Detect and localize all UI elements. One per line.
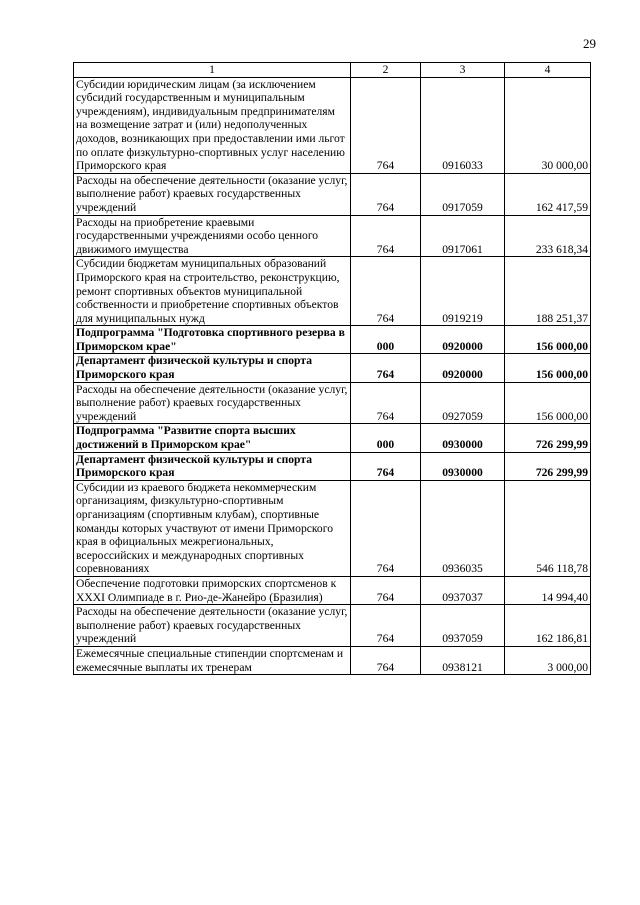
row-name-cell: Субсидии бюджетам муниципальных образований Приморского края на строительство, реконструкцию, ремонт спортивных объектов муниципальной собственности и приобретение спортивных объектов для муниципальных нужд (74, 257, 351, 326)
table-header-row (74, 63, 591, 78)
row-name-cell: Подпрограмма "Подготовка спортивного резерва в Приморском крае" (74, 326, 351, 354)
row-sum-cell: 188 251,37 (505, 257, 591, 326)
row-name-cell: Субсидии юридическим лицам (за исключением субсидий государственным и муниципальным учреждениям), индивидуальным предпринимателям на возмещение затрат и (или) недополученных доходов, возникающих при предоставлении ими льгот по оплате физкультурно-спортивных услуг населению Приморского края (74, 77, 351, 173)
row-target-code-cell: 0920000 (421, 354, 505, 382)
row-target-code-cell: 0920000 (421, 326, 505, 354)
table-row (74, 173, 591, 215)
row-code-cell: 764 (351, 173, 421, 215)
row-target-code-cell: 0927059 (421, 382, 505, 424)
table-row (74, 646, 591, 674)
row-name-cell: Субсидии из краевого бюджета некоммерческим организациям, физкультурно-спортивным организациям (спортивным клубам), спортивные команды которых участвуют от имени Приморского края в официальных межрегиональных, всероссийских и международных спортивных соревнованиях (74, 480, 351, 576)
row-code-cell: 764 (351, 257, 421, 326)
table-row (74, 424, 591, 452)
row-sum-cell: 3 000,00 (505, 646, 591, 674)
row-target-code-cell: 0937037 (421, 576, 505, 604)
table-row (74, 354, 591, 382)
row-code-cell: 764 (351, 576, 421, 604)
table-row (74, 576, 591, 604)
table-row (74, 480, 591, 576)
row-sum-cell: 162 417,59 (505, 173, 591, 215)
row-sum-cell: 233 618,34 (505, 215, 591, 257)
table-row (74, 605, 591, 647)
row-name-cell: Расходы на обеспечение деятельности (оказание услуг, выполнение работ) краевых государственных учреждений (74, 173, 351, 215)
row-sum-cell: 162 186,81 (505, 605, 591, 647)
row-target-code-cell: 0917059 (421, 173, 505, 215)
row-name-cell: Ежемесячные специальные стипендии спортсменам и ежемесячные выплаты их тренерам (74, 646, 351, 674)
header-col-3: 3 (421, 63, 505, 78)
row-name-cell: Обеспечение подготовки приморских спортсменов к XXXI Олимпиаде в г. Рио-де-Жанейро (Бразилия) (74, 576, 351, 604)
row-name-cell: Подпрограмма "Развитие спорта высших достижений в Приморском крае" (74, 424, 351, 452)
budget-table (73, 62, 591, 675)
row-code-cell: 764 (351, 480, 421, 576)
row-code-cell: 764 (351, 382, 421, 424)
row-target-code-cell: 0916033 (421, 77, 505, 173)
row-sum-cell: 14 994,40 (505, 576, 591, 604)
row-name-cell: Расходы на приобретение краевыми государственными учреждениями особо ценного движимого имущества (74, 215, 351, 257)
row-name-cell: Расходы на обеспечение деятельности (оказание услуг, выполнение работ) краевых государственных учреждений (74, 382, 351, 424)
row-code-cell: 764 (351, 77, 421, 173)
row-sum-cell: 156 000,00 (505, 354, 591, 382)
row-sum-cell: 726 299,99 (505, 424, 591, 452)
row-sum-cell: 726 299,99 (505, 452, 591, 480)
table-row (74, 257, 591, 326)
row-target-code-cell: 0938121 (421, 646, 505, 674)
row-code-cell: 000 (351, 326, 421, 354)
row-name-cell: Департамент физической культуры и спорта Приморского края (74, 354, 351, 382)
row-name-cell: Департамент физической культуры и спорта Приморского края (74, 452, 351, 480)
row-code-cell: 764 (351, 646, 421, 674)
row-sum-cell: 156 000,00 (505, 326, 591, 354)
row-target-code-cell: 0936035 (421, 480, 505, 576)
header-col-4: 4 (505, 63, 591, 78)
row-code-cell: 764 (351, 605, 421, 647)
table-body (74, 77, 591, 675)
row-target-code-cell: 0930000 (421, 424, 505, 452)
row-target-code-cell: 0930000 (421, 452, 505, 480)
row-target-code-cell: 0919219 (421, 257, 505, 326)
row-sum-cell: 156 000,00 (505, 382, 591, 424)
table-row (74, 215, 591, 257)
table-row (74, 382, 591, 424)
page-number: 29 (583, 36, 596, 51)
row-target-code-cell: 0937059 (421, 605, 505, 647)
header-col-2: 2 (351, 63, 421, 78)
row-code-cell: 764 (351, 215, 421, 257)
row-code-cell: 764 (351, 452, 421, 480)
header-col-1: 1 (74, 63, 351, 78)
table-row (74, 326, 591, 354)
table-row (74, 77, 591, 173)
row-code-cell: 764 (351, 354, 421, 382)
row-target-code-cell: 0917061 (421, 215, 505, 257)
table-row (74, 452, 591, 480)
row-sum-cell: 30 000,00 (505, 77, 591, 173)
row-name-cell: Расходы на обеспечение деятельности (оказание услуг, выполнение работ) краевых государственных учреждений (74, 605, 351, 647)
row-code-cell: 000 (351, 424, 421, 452)
row-sum-cell: 546 118,78 (505, 480, 591, 576)
